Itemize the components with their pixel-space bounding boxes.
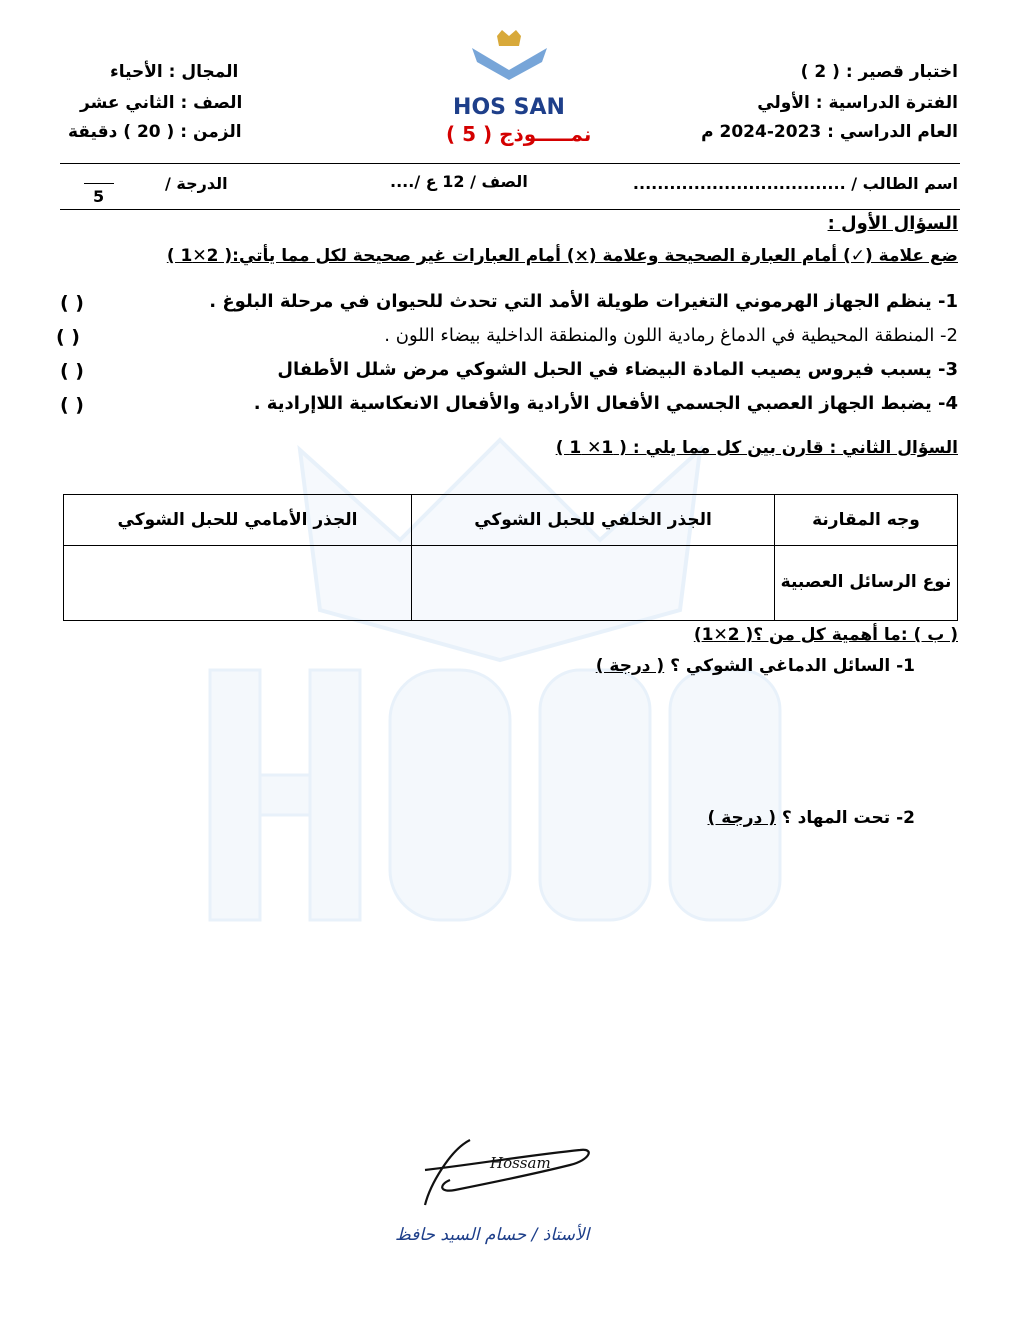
q1-item-3: 3- يسبب فيروس يصيب المادة البيضاء في الحبل الشوكي مرض شلل الأطفال [277, 359, 958, 380]
table-header-dorsal-root: الجذر الخلفي للحبل الشوكي [412, 495, 775, 546]
q1-answer-2[interactable]: ( ) [56, 326, 80, 348]
table-header-row [64, 495, 958, 546]
q1-item-4: 4- يضبط الجهاز العصبي الجسمي الأفعال الأرادية والأفعال الانعكاسية اللاإرادية . [253, 393, 958, 414]
comparison-table [63, 494, 958, 621]
q1-item-1: 1- ينظم الجهاز الهرموني التغيرات طويلة الأمد التي تحدث للحيوان في مرحلة البلوغ . [209, 291, 958, 312]
q1-answer-4[interactable]: ( ) [60, 394, 84, 416]
table-header-ventral-root: الجذر الأمامي للحبل الشوكي [64, 495, 412, 546]
part-b-item-2 [708, 808, 915, 828]
q1-title: السؤال الأول : [827, 213, 958, 234]
score-total: 5 [93, 187, 105, 206]
hossam-logo [453, 28, 565, 120]
model-number: نمـــــوذج ( 5 ) [446, 122, 592, 146]
part-b-item-2-text: 2- تحت المهاد ؟ [781, 808, 915, 828]
table-row [64, 546, 958, 621]
answer-cell-ventral[interactable] [64, 546, 412, 621]
term: الفترة الدراسية : الأولي [757, 93, 958, 113]
part-b-item-2-mark: ( درجة ) [707, 808, 776, 828]
teacher-name: الأستاذ / حسام السيد حافظ [395, 1225, 590, 1245]
part-b-item-1-mark: ( درجة ) [595, 656, 665, 676]
class-label: الصف / 12 ع /.... [390, 172, 528, 191]
q1-item-2: 2- المنطقة المحيطية في الدماغ رمادية اللون والمنطقة الداخلية بيضاء اللون . [384, 325, 958, 346]
duration: الزمن : ( 20 ) دقيقة [68, 122, 242, 142]
subject: المجال : الأحياء [110, 62, 239, 82]
answer-cell-dorsal[interactable] [412, 546, 775, 621]
score-fraction-line [84, 183, 114, 184]
logo-text: HOS SAN [453, 95, 565, 120]
school-year: العام الدراسي : 2023-2024 م [701, 122, 958, 142]
quiz-number: اختبار قصير : ( 2 ) [800, 62, 958, 82]
part-b-item-1-text: 1- السائل الدماغي الشوكي ؟ [670, 656, 915, 676]
table-header-aspect: وجه المقارنة [775, 495, 958, 546]
part-b-title: ( ب ) :ما أهمية كل من ؟( 2✕1) [693, 625, 958, 645]
q1-instruction: ضع علامة (✓) أمام العبارة الصحيحة وعلامة (×) أمام العبارات غير صحيحة لكل مما يأتي:( 2✕1 ) [166, 246, 958, 266]
header-divider [60, 163, 960, 164]
grade: الصف : الثاني عشر [80, 93, 243, 113]
student-row-divider [60, 209, 960, 210]
teacher-signature [410, 1130, 600, 1220]
student-name-label: اسم الطالب / ................................... [632, 174, 958, 193]
q1-answer-3[interactable]: ( ) [60, 360, 84, 382]
q2-title: السؤال الثاني : قارن بين كل مما يلي : ( 1✕ 1 ) [555, 438, 958, 458]
signature-text: Hossam [490, 1154, 551, 1172]
score-label: الدرجة / [165, 174, 228, 193]
part-b-item-1 [596, 656, 915, 676]
q1-answer-1[interactable]: ( ) [60, 292, 84, 314]
table-row-label: نوع الرسائل العصبية [775, 546, 958, 621]
